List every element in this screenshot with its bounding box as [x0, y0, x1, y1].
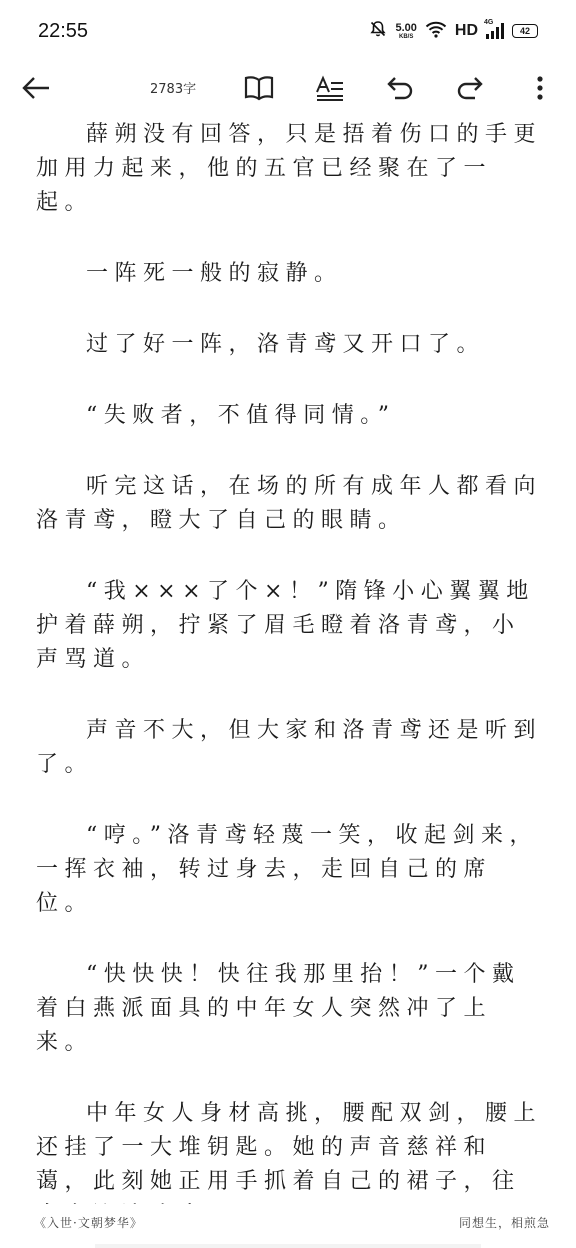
status-time: 22:55 [38, 19, 89, 42]
word-count: 2783字 [150, 82, 197, 97]
paragraph: 听完这话，在场的所有成年人都看向洛青鸢，瞪大了自己的眼睛。 [36, 474, 543, 533]
paragraph: 一阵死一般的寂静。 [86, 261, 343, 286]
back-arrow-icon[interactable] [20, 72, 52, 104]
book-title: 《入世·文朝梦华》 [34, 1216, 143, 1230]
net-speed-unit: KB/S [399, 33, 414, 40]
more-vertical-icon[interactable] [524, 72, 556, 104]
book-icon[interactable] [243, 72, 275, 104]
net-speed-value: 5.00 [395, 21, 417, 34]
cell-signal-icon [484, 19, 504, 39]
paragraph: 过了好一阵，洛青鸢又开口了。 [86, 332, 486, 357]
network-type: 4G [484, 19, 494, 26]
reader-toolbar [0, 62, 576, 114]
home-indicator [95, 1244, 481, 1248]
status-bar [0, 0, 576, 62]
paragraph: 中年女人身材高挑，腰配双剑，腰上还挂了一大堆钥匙。她的声音慈祥和蔼，此刻她正用手抓着自己的裙子，往 [36, 1101, 543, 1194]
reading-content[interactable] [36, 118, 544, 1204]
hd-label: HD [454, 22, 478, 39]
paragraph: 声音不大，但大家和洛青鸢还是听到了。 [36, 718, 543, 777]
paragraph: “快快快！快往我那里抬！”一个戴着白燕派面具的中年女人突然冲了上来。 [36, 962, 521, 1055]
paragraph: “哼。”洛青鸢轻蔑一笑，收起剑来，一挥衣袖，转过身去，走回自己的席位。 [36, 823, 538, 916]
paragraph: “失败者，不值得同情。” [86, 403, 396, 428]
chapter-title: 同想生，相煎急 [458, 1216, 550, 1230]
mute-bell-icon [369, 20, 387, 43]
wifi-icon [425, 20, 447, 43]
net-speed [395, 23, 416, 40]
undo-icon[interactable] [384, 72, 416, 104]
status-icons [369, 20, 538, 43]
paragraph: “我×××了个×！”隋锋小心翼翼地护着薛朔，拧紧了眉毛瞪着洛青鸢，小声骂道。 [36, 579, 535, 672]
paragraph: 薛朔没有回答，只是捂着伤口的手更加用力起来，他的五官已经聚在了一起。 [36, 122, 543, 215]
text-format-icon[interactable] [314, 72, 346, 104]
battery-icon: 42 [512, 24, 538, 38]
reader-footer [0, 1208, 576, 1248]
redo-icon[interactable] [454, 72, 486, 104]
